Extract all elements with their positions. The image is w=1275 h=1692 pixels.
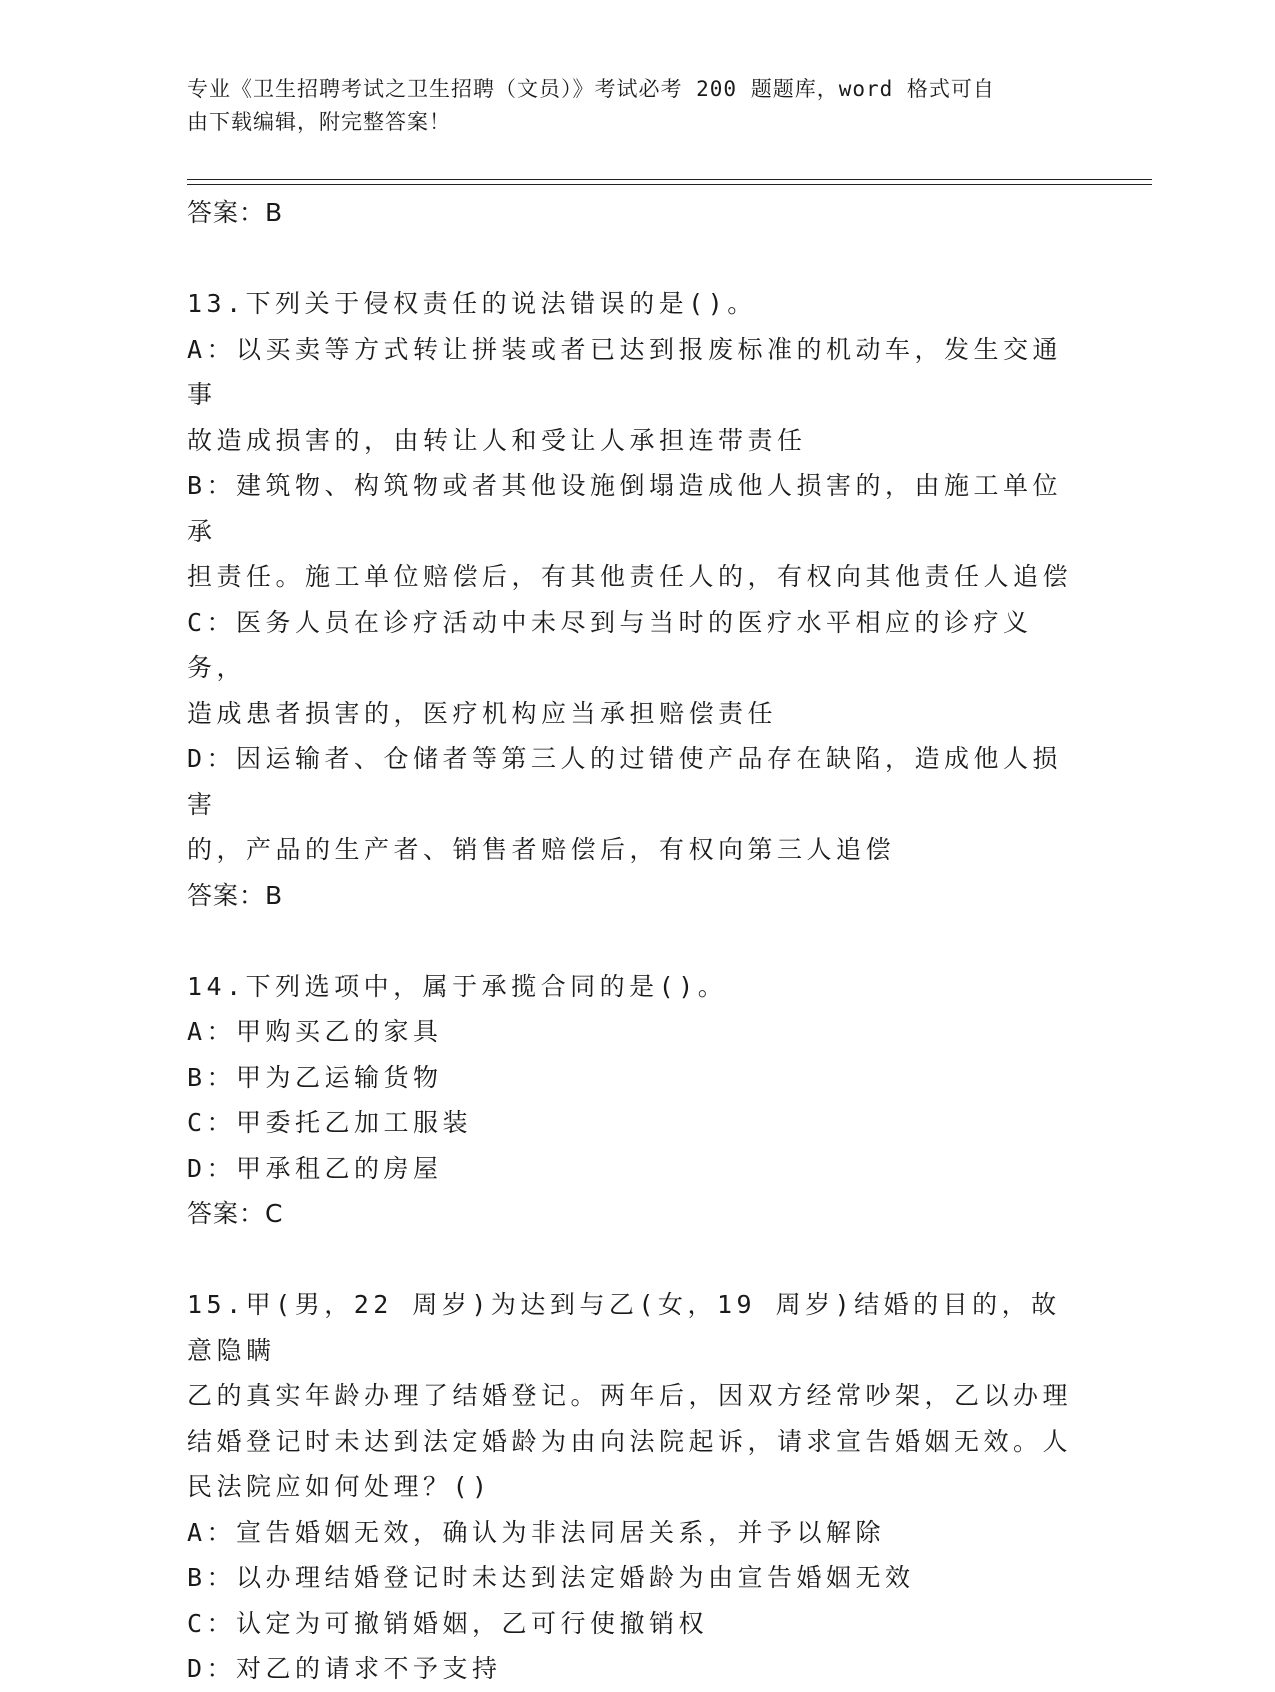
option-line: B：建筑物、构筑物或者其他设施倒塌造成他人损害的，由施工单位承 (187, 471, 1063, 546)
option-a (187, 1510, 1087, 1556)
option-line: B：甲为乙运输货物 (187, 1062, 443, 1092)
question-stem-line: 结婚登记时未达到法定婚龄为由向法院起诉，请求宣告婚姻无效。人 (187, 1426, 1073, 1456)
option-line: A：甲购买乙的家具 (187, 1017, 443, 1046)
question-15 (187, 1282, 1087, 1692)
question-stem-line: 14.下列选项中，属于承揽合同的是()。 (187, 971, 728, 1001)
option-c (187, 1601, 1087, 1647)
option-line: 造成患者损害的，医疗机构应当承担赔偿责任 (187, 698, 778, 728)
option-line: D：因运输者、仓储者等第三人的过错使产品存在缺陷，造成他人损害 (187, 744, 1063, 819)
question-stem (187, 964, 1087, 1010)
option-line: C：甲委托乙加工服装 (187, 1108, 473, 1137)
option-line: B：以办理结婚登记时未达到法定婚龄为由宣告婚姻无效 (187, 1563, 915, 1592)
question-stem-line: 15.甲(男，22 周岁)为达到与乙(女，19 周岁)结婚的目的，故意隐瞒 (187, 1290, 1061, 1365)
option-b (187, 1055, 1087, 1101)
answer-line: 答案：B (187, 880, 284, 910)
option-c (187, 1100, 1087, 1146)
question-stem-line: 民法院应如何处理？() (187, 1472, 492, 1501)
option-a (187, 1009, 1087, 1055)
question-stem-line: 乙的真实年龄办理了结婚登记。两年后，因双方经常吵架，乙以办理 (187, 1381, 1073, 1410)
option-line: D：对乙的请求不予支持 (187, 1654, 502, 1683)
option-line: C：认定为可撤销婚姻，乙可行使撤销权 (187, 1608, 709, 1638)
header-title-line-1: 专业《卫生招聘考试之卫生招聘（文员）》考试必考 200 题题库，word 格式可自 (187, 77, 995, 101)
header-rule-bottom (187, 184, 1152, 185)
question-14 (187, 964, 1087, 1237)
question-stem (187, 1282, 1087, 1510)
header-title-line-2: 由下载编辑，附完整答案！ (187, 110, 451, 134)
option-d (187, 736, 1087, 873)
option-line: A：宣告婚姻无效，确认为非法同居关系，并予以解除 (187, 1517, 886, 1547)
option-line: 故造成损害的，由转让人和受让人承担连带责任 (187, 425, 807, 455)
header-rule-top (187, 179, 1152, 180)
question-stem-line: 13.下列关于侵权责任的说法错误的是()。 (187, 289, 757, 318)
question-13 (187, 281, 1087, 918)
option-line: A：以买卖等方式转让拼装或者已达到报废标准的机动车，发生交通事 (187, 334, 1063, 409)
question-stem (187, 281, 1087, 327)
option-line: 担责任。施工单位赔偿后，有其他责任人的，有权向其他责任人追偿 (187, 562, 1073, 591)
answer-line: 答案：B (187, 198, 284, 227)
option-line: 的，产品的生产者、销售者赔偿后，有权向第三人追偿 (187, 835, 896, 864)
document-body (187, 190, 1087, 1692)
option-c (187, 600, 1087, 737)
answer-line: 答案：C (187, 1199, 284, 1228)
option-line: D：甲承租乙的房屋 (187, 1153, 443, 1183)
document-header (187, 73, 1067, 139)
option-d (187, 1146, 1087, 1192)
option-line: C：医务人员在诊疗活动中未尽到与当时的医疗水平相应的诊疗义务， (187, 607, 1033, 682)
option-a (187, 327, 1087, 464)
option-b (187, 463, 1087, 600)
option-b (187, 1555, 1087, 1601)
option-d (187, 1646, 1087, 1692)
